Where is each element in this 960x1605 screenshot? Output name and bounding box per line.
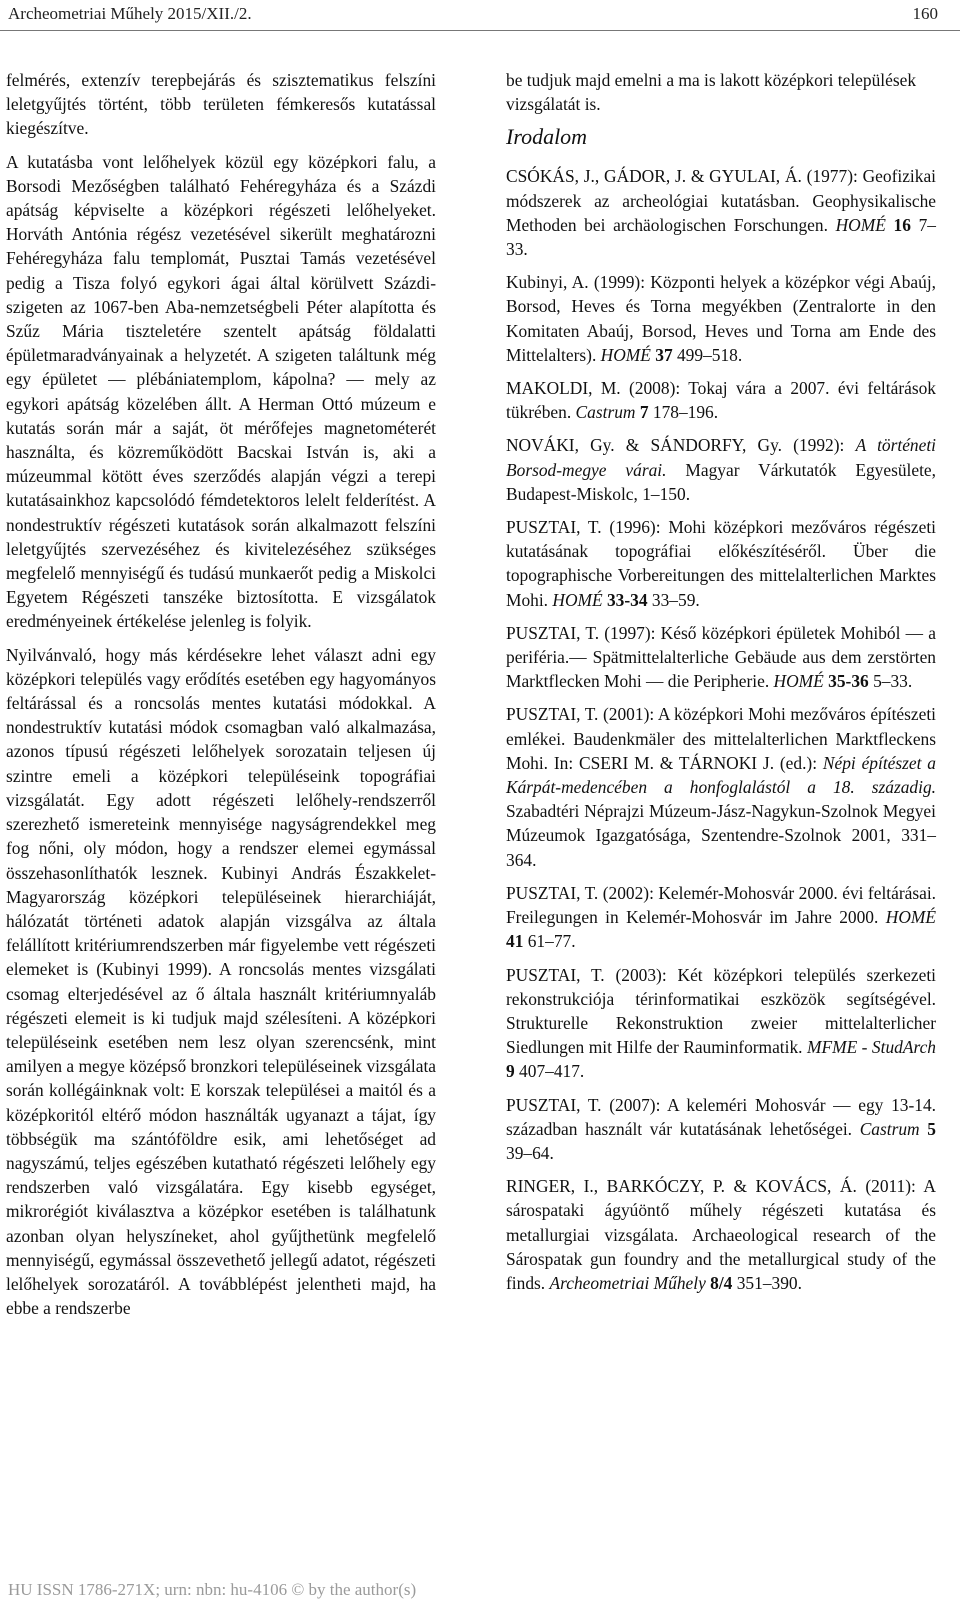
reference-journal: Castrum [859, 1118, 920, 1139]
header-divider [0, 30, 960, 31]
reference-volume: 7 [639, 402, 649, 423]
journal-title: Archeometriai Műhely 2015/XII./2. [8, 4, 252, 23]
reference-volume: 41 [506, 931, 524, 952]
reference-text: PUSZTAI, T. (1997): Késő középkori épületek Mohiból — a periféria.— Spätmittelalterliche Gebäude aus dem zerstörten Marktflecken Mohi — die Peripherie. [506, 622, 936, 692]
reference-entry [506, 376, 936, 424]
reference-entry [506, 164, 936, 261]
reference-list [506, 164, 936, 1295]
reference-journal: Archeometriai Műhely [549, 1272, 706, 1293]
reference-volume: 8/4 [710, 1272, 733, 1293]
reference-text: PUSZTAI, T. (2002): Kelemér-Mohosvár 2000. évi feltárásai. Freilegungen in Kelemér-Mohosvár im Jahre 2000. [506, 882, 936, 928]
body-paragraph: Nyilvánvaló, hogy más kérdésekre lehet választ adni egy középkori település vagy erődítés esetében egy hagyományos feltárással és a roncsolás mentes kutatási módokkal. A nondestruktív kutatási módok csomagban való alkalmazása, azonos típusú régészeti lelőhelyek sorozatain teljesen új szintre emeli a középkori településeink topográfiai vizsgálatát. Egy adott régészeti lelőhely-rendszerről szerezhető ismereteink mennyisége nagyságrendekkel meg fog nőni, oly módon, hogy a rendszer elemei egymással összehasonlíthatók lesznek. Kubinyi András Északkelet-Magyarország középkori településeinek hierarchiáját, hálózatát történeti adatok alapján vizsgálva az általa felállított kritériumrendszerben már figyelembe vett régészeti elemeket is (Kubinyi 1999). A roncsolás mentes vizsgálati csomag elterjedésével az ő általa használt kritériumnyaláb régészeti elemeit is ki tudjuk majd szélesíteni. A középkori településeink esetében nem lesz olyan szerencsénk, mint amilyen a megye középső bronzkori településeinek vizsgálata során kollégáinknak volt: E korszak települései a maitól és a középkoritól eltérő módon használták ugyanazt a tájat, így többségük ma szántóföldre esik, ami lehetőséget ad nagyszámú, teljes egészében kutatható régészeti lelőhely egy rendszerben való vizsgálatára. Egy kisebb egységet, mikrorégiót kiválasztva a középkor esetében is találhatunk azonban olyan helyszíneket, ahol gyűjthetünk megfelelő mennyiségű, egymással összevethető jellegű adatot, régészeti lelőhelyek sorozatáról. A továbblépést jelentheti majd, ha ebbe a rendszerbe [6, 644, 436, 1319]
reference-pages: 5–33. [868, 671, 913, 692]
reference-text: NOVÁKI, Gy. & SÁNDORFY, Gy. (1992): [506, 435, 856, 456]
reference-volume: 33-34 [606, 589, 648, 610]
reference-pages: 407–417. [514, 1061, 585, 1082]
reference-text: PUSZTAI, T. (2007): A keleméri Mohosvár — egy 13-14. században használt vár kutatásának lehetőségei. [506, 1094, 936, 1139]
reference-volume: 9 [506, 1061, 515, 1082]
reference-title: Népi építészet a Kárpát-medencében a honfoglalástól a 18. századig. [506, 752, 937, 798]
page-number: 160 [912, 4, 938, 23]
reference-journal: HOMÉ [552, 589, 603, 610]
reference-pages: 178–196. [648, 402, 719, 423]
reference-title: A történeti Borsod-megye várai. [506, 435, 936, 480]
section-heading: Irodalom [506, 124, 588, 150]
reference-entry [506, 433, 936, 506]
reference-text: Szabadtéri Néprajzi Múzeum-Jász-Nagykun-Szolnok Megyei Múzeumok Igazgatósága, Szentendre-Szolnok 2001, 331–364. [506, 801, 936, 870]
reference-volume: 37 [655, 344, 673, 365]
reference-text: PUSZTAI, T. (1996): Mohi középkori mezőváros régészeti kutatásának topográfiai előkészítéséről. Über die topographische Vorbereitungen des mittelalterlichen Marktes Mohi. [506, 517, 936, 610]
reference-pages: 39–64. [506, 1142, 554, 1163]
reference-journal: HOMÉ [835, 214, 886, 235]
reference-text: RINGER, I., BARKÓCZY, P. & KOVÁCS, Á. (2011): A sárospataki ágyúöntő műhely régészeti kutatása és metallurgiai vizsgálata. Archaeological research of the Sárospatak gun foundry and the metallurgical study of the finds. [506, 1176, 936, 1293]
reference-text: PUSZTAI, T. (2003): Két középkori település szerkezeti rekonstrukciója térinformatikai eszközök segítségével. Strukturelle Rekonstruktion zweier mittelalterlicher Siedlungen mit Hilfe der Rauminformatik. [506, 964, 936, 1058]
reference-journal: HOMÉ [885, 907, 936, 928]
reference-pages: 351–390. [732, 1272, 802, 1293]
page-header [8, 4, 952, 30]
reference-entry [506, 702, 936, 871]
reference-volume: 5 [927, 1118, 936, 1139]
reference-pages: 7–33. [506, 214, 936, 260]
reference-text: CSÓKÁS, J., GÁDOR, J. & GYULAI, Á. (1977): Geofizikai módszerek az archeológiai kutatásban. Geophysikalische Methoden bei archäologischen Forschungen. [506, 166, 936, 235]
reference-text: MAKOLDI, M. (2008): Tokaj vára a 2007. évi feltárások tükrében. [506, 378, 936, 423]
reference-volume: 16 [893, 214, 911, 235]
reference-pages: 499–518. [672, 344, 743, 365]
reference-journal: Castrum [575, 402, 636, 423]
reference-entry [506, 1174, 936, 1295]
body-paragraph: A kutatásba vont lelőhelyek közül egy középkori falu, a Borsodi Mezőségben található Fehéregyháza és a Százdi apátság képviselte a középkori régészeti lelőhelyeket. Horváth Antónia régész vezetésével sikerült meghatározni Fehéregyháza falu templomát, Pusztai Tamás vezetésével pedig a Tisza folyó egykori ágai által körülvett Százdi-szigeten az 1067-ben Aba-nemzetségbeli Péter alapította és Szűz Mária tiszteletére szentelt apátság földalatti épületmaradványainak a helyzetét. A szigeten találtunk még egy épületet — plébániatemplom, kápolna? — mely az egykori apátság közelében állt. A Herman Ottó múzeum e kutatás során már a saját, öt mérőfejes magnetométerét használta, és közreműködött Bacskai István is, aki a múzeummal kötött éves szerződés alapján végzi a terepi kutatásainkhoz kapcsolódó fémdetektoros lelelt felderítést. A nondestruktív régészeti kutatások során alkalmazott felszíni leletgyűjtés szervezéséhez és kivitelezéséhez szükséges megfelelő mennyiségű és tudású munkaerőt pedig a Miskolci Egyetem Régészeti tanszéke biztosította. E vizsgálatok eredményeinek értékelése jelenleg is folyik. [6, 151, 436, 632]
reference-pages: 33–59. [647, 589, 700, 610]
left-column [6, 68, 436, 1320]
reference-entry [506, 621, 936, 694]
body-paragraph: felmérés, extenzív terepbejárás és szisztematikus felszíni leletgyűjtés történt, több területen fémkeresős kutatással kiegészítve. [6, 70, 436, 139]
reference-pages: 61–77. [523, 931, 576, 952]
reference-entry [506, 1093, 936, 1166]
page-footer: HU ISSN 1786-271X; urn: nbn: hu-4106 © by the author(s) [8, 1580, 417, 1599]
reference-journal: HOMÉ [600, 344, 651, 365]
reference-text: Kubinyi, A. (1999): Központi helyek a középkor végi Abaúj, Borsod, Heves és Torna megyékben (Zentralorte in den Komitaten Abaúj, Borsod, Heves und Torna am Ende des Mittelalters). [506, 272, 936, 365]
right-column [506, 68, 936, 1295]
reference-journal: HOMÉ [773, 671, 824, 692]
reference-entry [506, 270, 936, 367]
reference-volume: 35-36 [828, 671, 869, 692]
body-paragraph: be tudjuk majd emelni a ma is lakott középkori települések vizsgálatát is. [506, 70, 917, 115]
reference-entry [506, 963, 936, 1084]
reference-entry [506, 515, 936, 612]
reference-journal: MFME - StudArch [806, 1037, 936, 1058]
reference-text: Magyar Várkutatók Egyesülete, Budapest-Miskolc, 1–150. [506, 459, 936, 504]
reference-entry [506, 881, 936, 954]
reference-text: PUSZTAI, T. (2001): A középkori Mohi mezőváros építészeti emlékei. Baudenkmäler des mittelalterlichen Marktfleckens Mohi. In: CSERI M. & TÁRNOKI J. (ed.): [506, 704, 936, 773]
